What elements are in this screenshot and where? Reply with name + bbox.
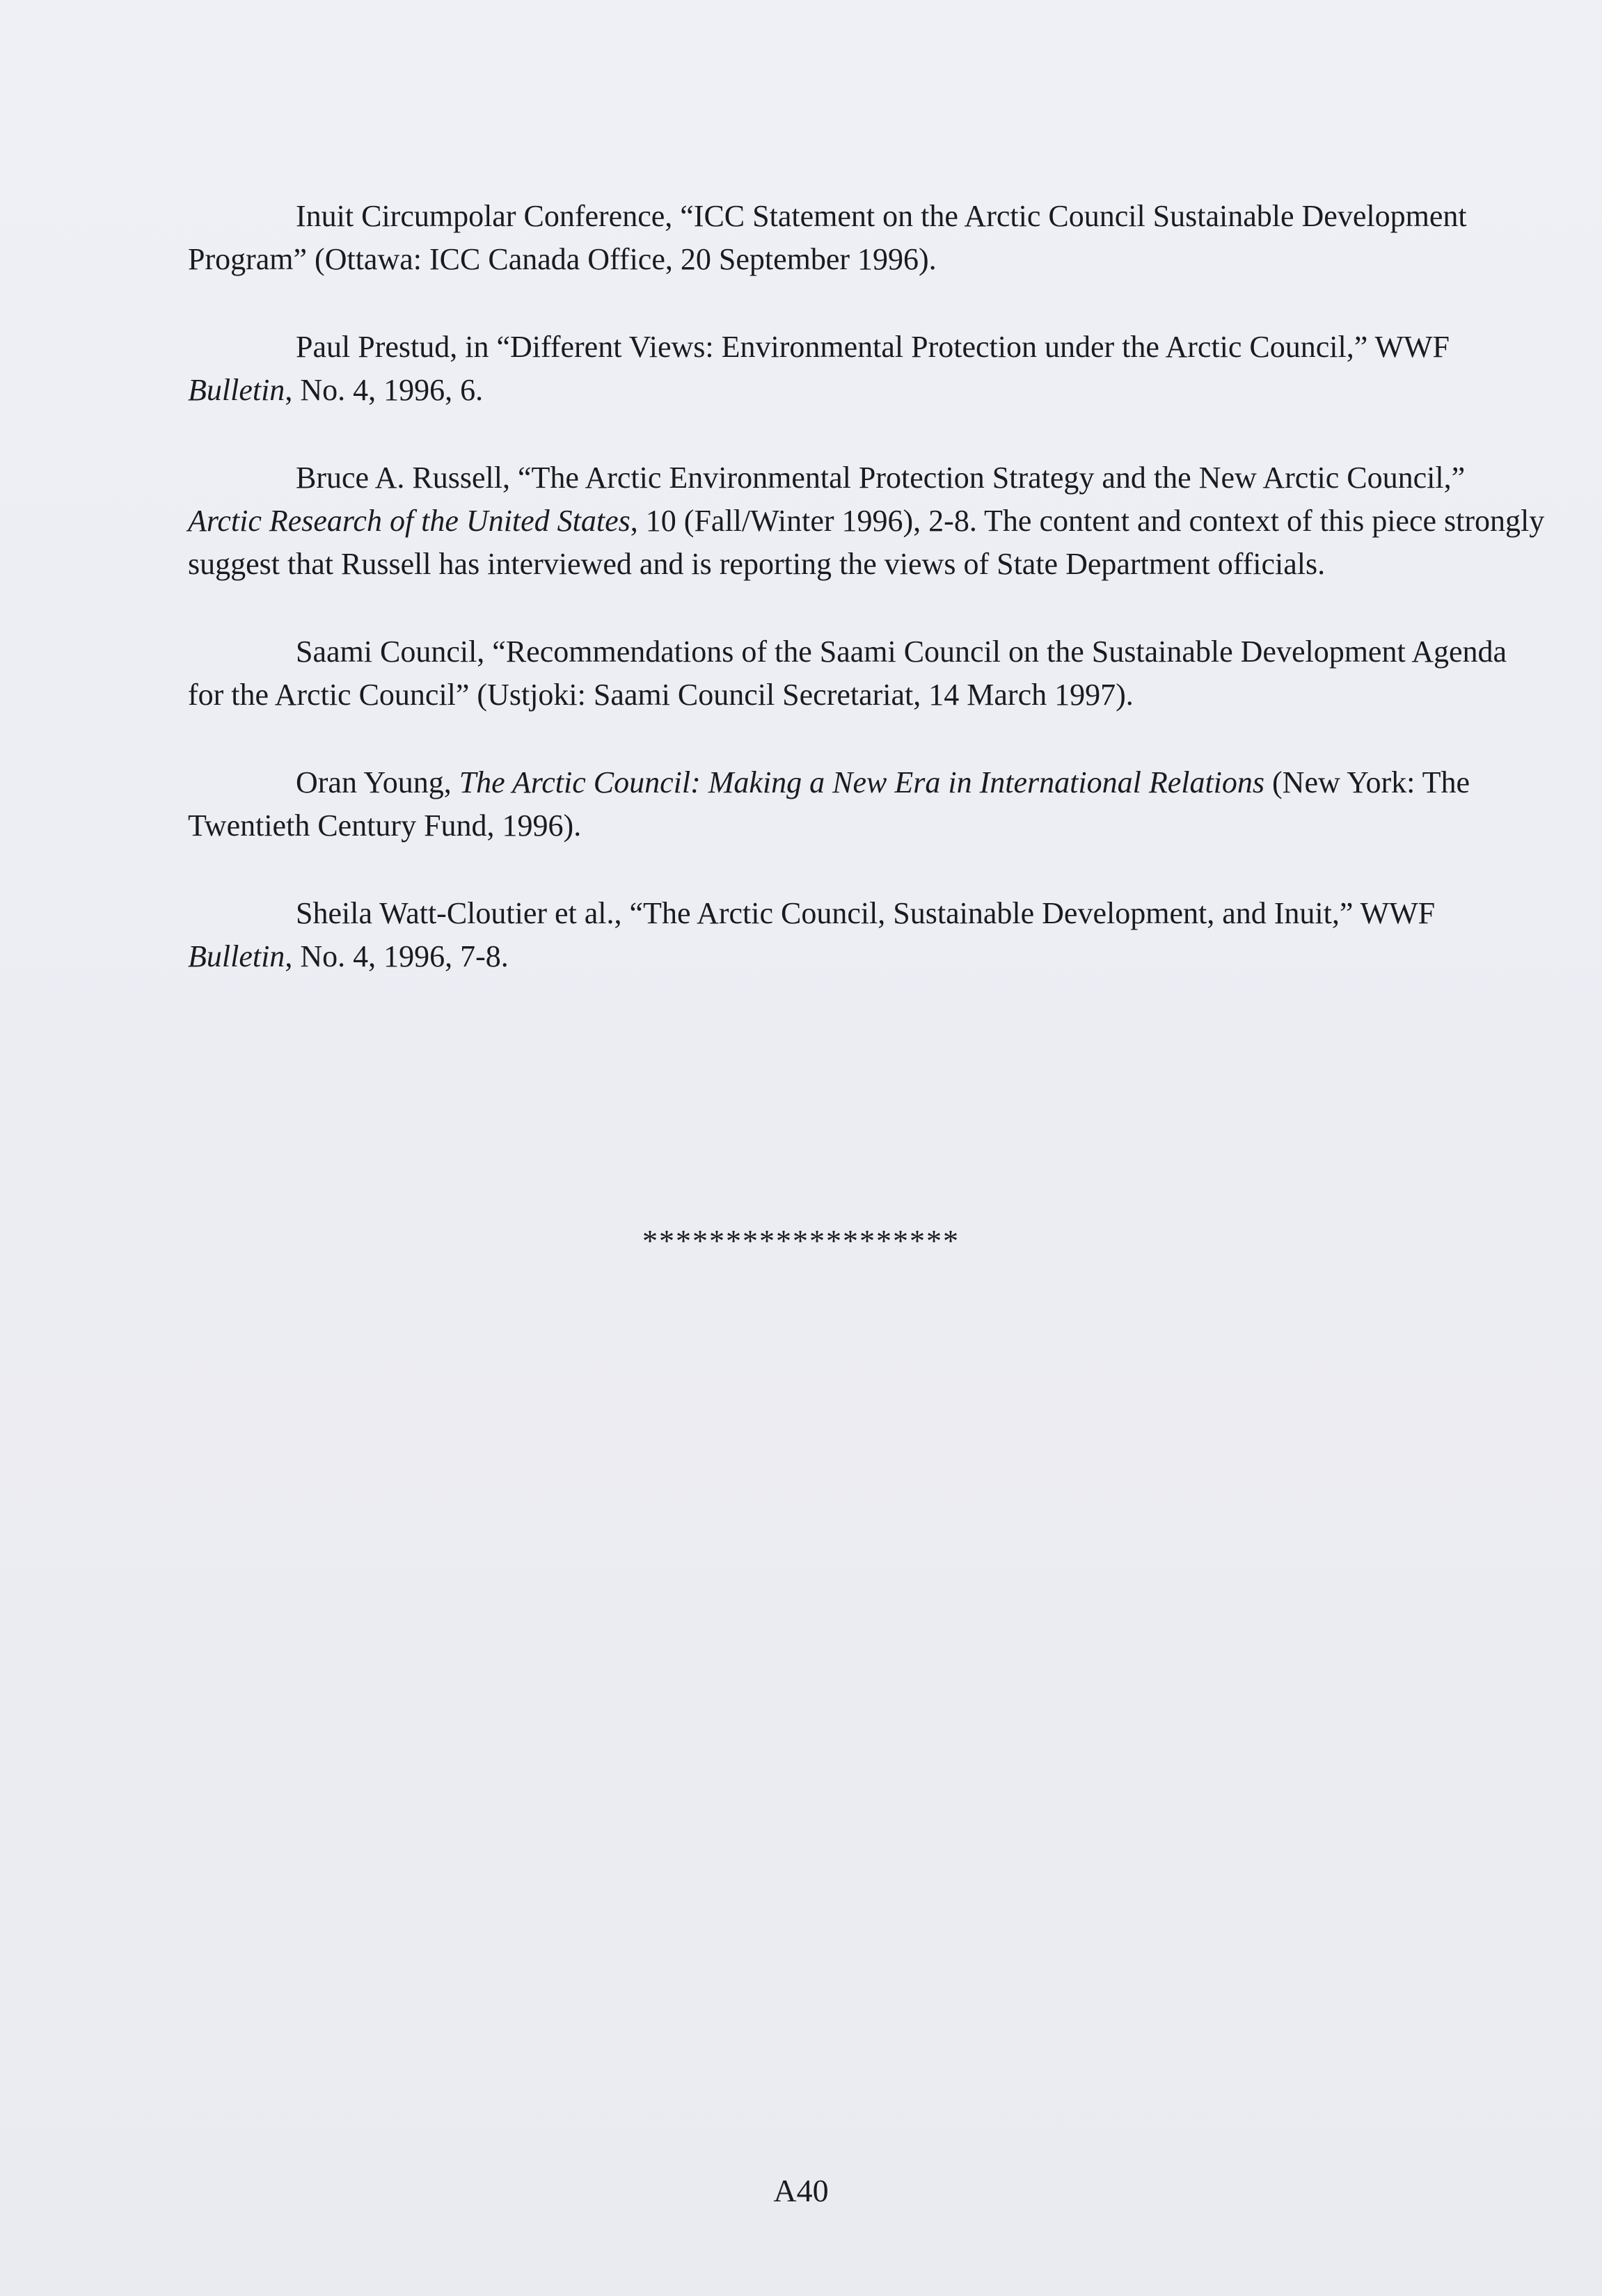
- section-separator: *******************: [642, 1224, 960, 1258]
- page-number: A40: [773, 2173, 829, 2208]
- reference-text: Paul Prestud, in “Different Views: Environmental Protection under the Arctic Council,” WWF: [296, 330, 1450, 364]
- reference-text: Inuit Circumpolar Conference, “ICC Statement on the Arctic Council Sustainable Development Program” (Ottawa: ICC Canada Office, 20 September 1996).: [188, 199, 1467, 276]
- reference-text-end: , 10 (Fall/Winter 1996), 2-8. The content and context of this piece strongly suggest that Russell has interviewed and is reporting the views of State Department officials.: [188, 504, 1545, 581]
- reference-entry: [188, 326, 1545, 412]
- reference-entry: [188, 456, 1545, 586]
- reference-italic: Bulletin: [188, 939, 285, 973]
- reference-entry: [188, 892, 1545, 978]
- reference-entry: [188, 195, 1545, 281]
- reference-text: Saami Council, “Recommendations of the Saami Council on the Sustainable Development Agenda for the Arctic Council” (Ustjoki: Saami Council Secretariat, 14 March 1997).: [188, 635, 1507, 712]
- reference-entry: [188, 761, 1545, 847]
- reference-text-end: , No. 4, 1996, 6.: [285, 373, 484, 407]
- reference-text-end: (New York: The Twentieth Century Fund, 1996).: [188, 765, 1470, 843]
- reference-text-end: , No. 4, 1996, 7-8.: [285, 939, 509, 973]
- reference-text: Bruce A. Russell, “The Arctic Environmental Protection Strategy and the New Arctic Council,”: [296, 461, 1466, 495]
- reference-list: [188, 195, 1545, 1023]
- reference-text: Sheila Watt-Cloutier et al., “The Arctic Council, Sustainable Development, and Inuit,” WWF: [296, 896, 1436, 930]
- reference-entry: [188, 630, 1545, 717]
- reference-italic: The Arctic Council: Making a New Era in International Relations: [459, 765, 1265, 799]
- reference-italic: Arctic Research of the United States: [188, 504, 631, 538]
- reference-italic: Bulletin: [188, 373, 285, 407]
- reference-text: Oran Young,: [296, 765, 459, 799]
